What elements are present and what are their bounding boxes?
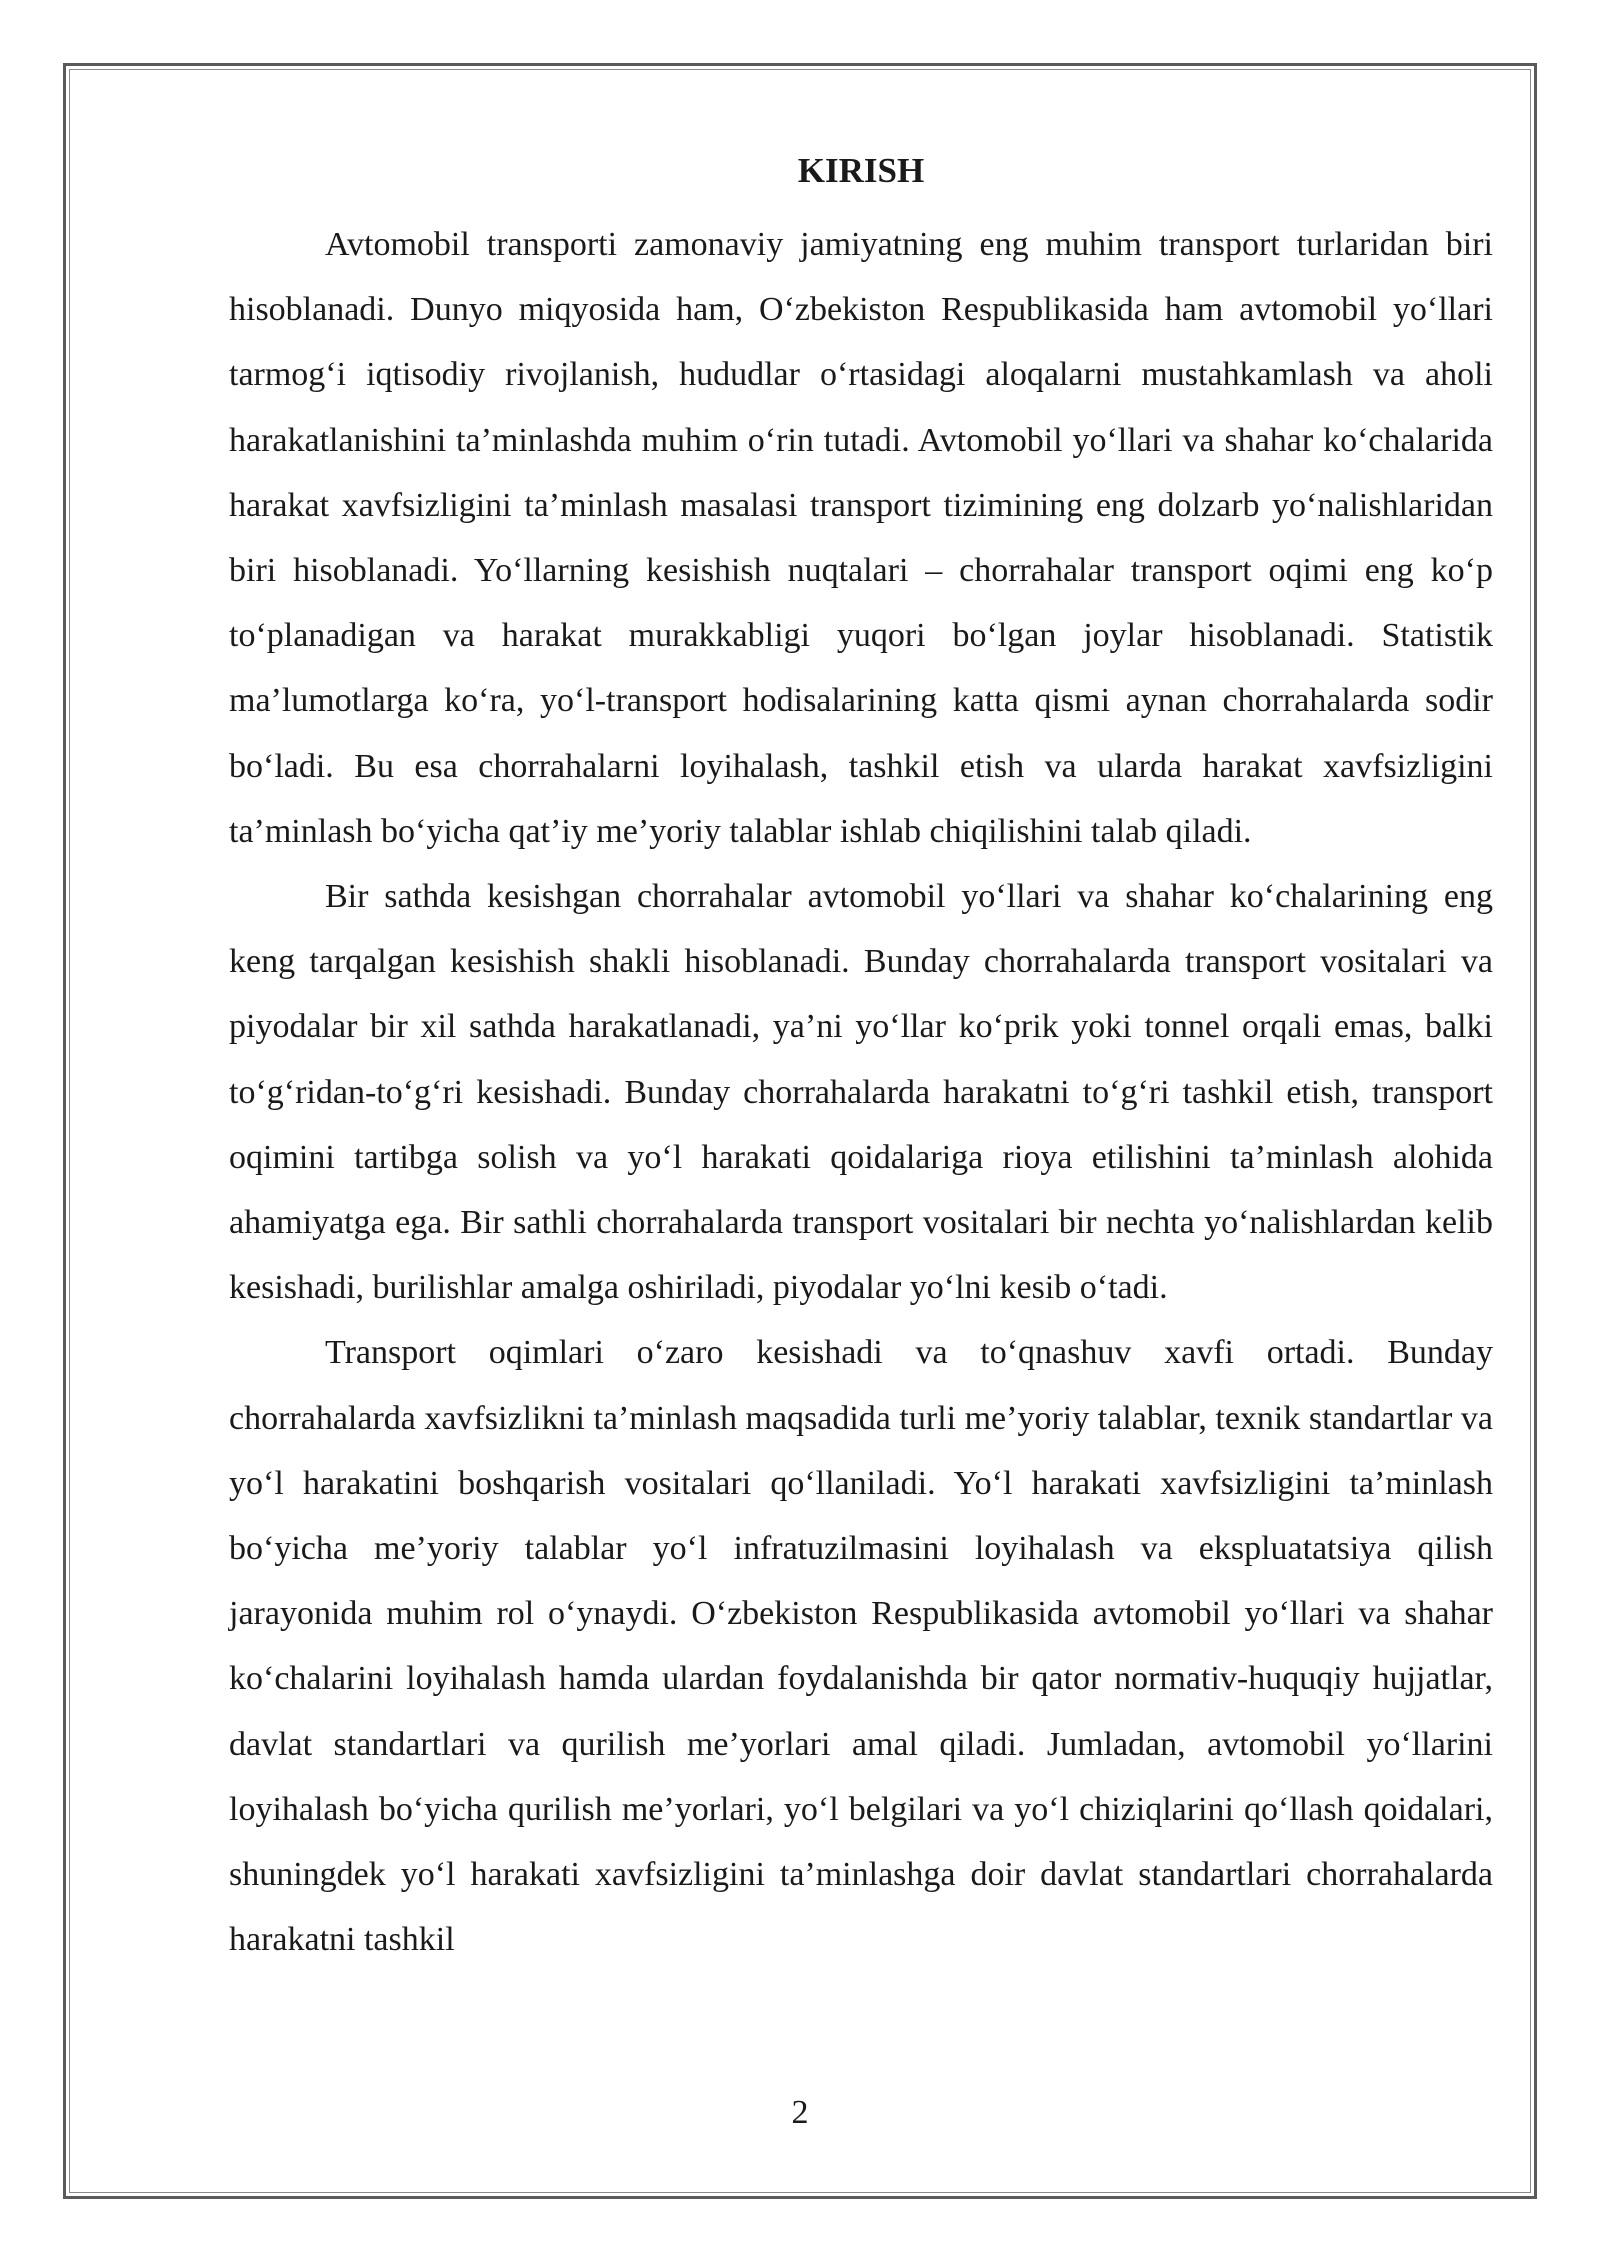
document-body <box>229 146 1493 1972</box>
page-number: 2 <box>791 2094 809 2131</box>
paragraph-1: Avtomobil transporti zamonaviy jamiyatning eng muhim transport turlaridan biri hisoblanadi. Dunyo miqyosida ham, O‘zbekiston Respublikasida ham avtomobil yo‘llari tarmog‘i iqtisodiy rivojlanish, hududlar o‘rtasidagi aloqalarni mustahkamlash va aholi harakatlanishini ta’minlashda muhim o‘rin tutadi. Avtomobil yo‘llari va shahar ko‘chalarida harakat xavfsizligini ta’minlash masalasi transport tizimining eng dolzarb yo‘nalishlaridan biri hisoblanadi. Yo‘llarning kesishish nuqtalari – chorrahalar transport oqimi eng ko‘p to‘planadigan va harakat murakkabligi yuqori bo‘lgan joylar hisoblanadi. Statistik ma’lumotlarga ko‘ra, yo‘l-transport hodisalarining katta qismi aynan chorrahalarda sodir bo‘ladi. Bu esa chorrahalarni loyihalash, tashkil etish va ularda harakat xavfsizligini ta’minlash bo‘yicha qat’iy me’yoriy talablar ishlab chiqilishini talab qiladi. <box>229 226 1493 850</box>
paragraph-3: Transport oqimlari o‘zaro kesishadi va to‘qnashuv xavfi ortadi. Bunday chorrahalarda xavfsizlikni ta’minlash maqsadida turli me’yoriy talablar, texnik standartlar va yo‘l harakatini boshqarish vositalari qo‘llaniladi. Yo‘l harakati xavfsizligini ta’minlash bo‘yicha me’yoriy talablar yo‘l infratuzilmasini loyihalash va ekspluatatsiya qilish jarayonida muhim rol o‘ynaydi. O‘zbekiston Respublikasida avtomobil yo‘llari va shahar ko‘chalarini loyihalash hamda ulardan foydalanishda bir qator normativ-huquqiy hujjatlar, davlat standartlari va qurilish me’yorlari amal qiladi. Jumladan, avtomobil yo‘llarini loyihalash bo‘yicha qurilish me’yorlari, yo‘l belgilari va yo‘l chiziqlarini qo‘llash qoidalari, shuningdek yo‘l harakati xavfsizligini ta’minlashga doir davlat standartlari chorrahalarda harakatni tashkil <box>229 1334 1493 1959</box>
paragraph-2: Bir sathda kesishgan chorrahalar avtomobil yo‘llari va shahar ko‘chalarining eng keng tarqalgan kesishish shakli hisoblanadi. Bunday chorrahalarda transport vositalari va piyodalar bir xil sathda harakatlanadi, ya’ni yo‘llar ko‘prik yoki tonnel orqali emas, balki to‘g‘ridan-to‘g‘ri kesishadi. Bunday chorrahalarda harakatni to‘g‘ri tashkil etish, transport oqimini tartibga solish va yo‘l harakati qoidalariga rioya etilishini ta’minlash alohida ahamiyatga ega. Bir sathli chorrahalarda transport vositalari bir nechta yo‘nalishlardan kelib kesishadi, burilishlar amalga oshiriladi, piyodalar yo‘lni kesib o‘tadi. <box>229 878 1493 1307</box>
section-title: KIRISH <box>797 151 925 190</box>
